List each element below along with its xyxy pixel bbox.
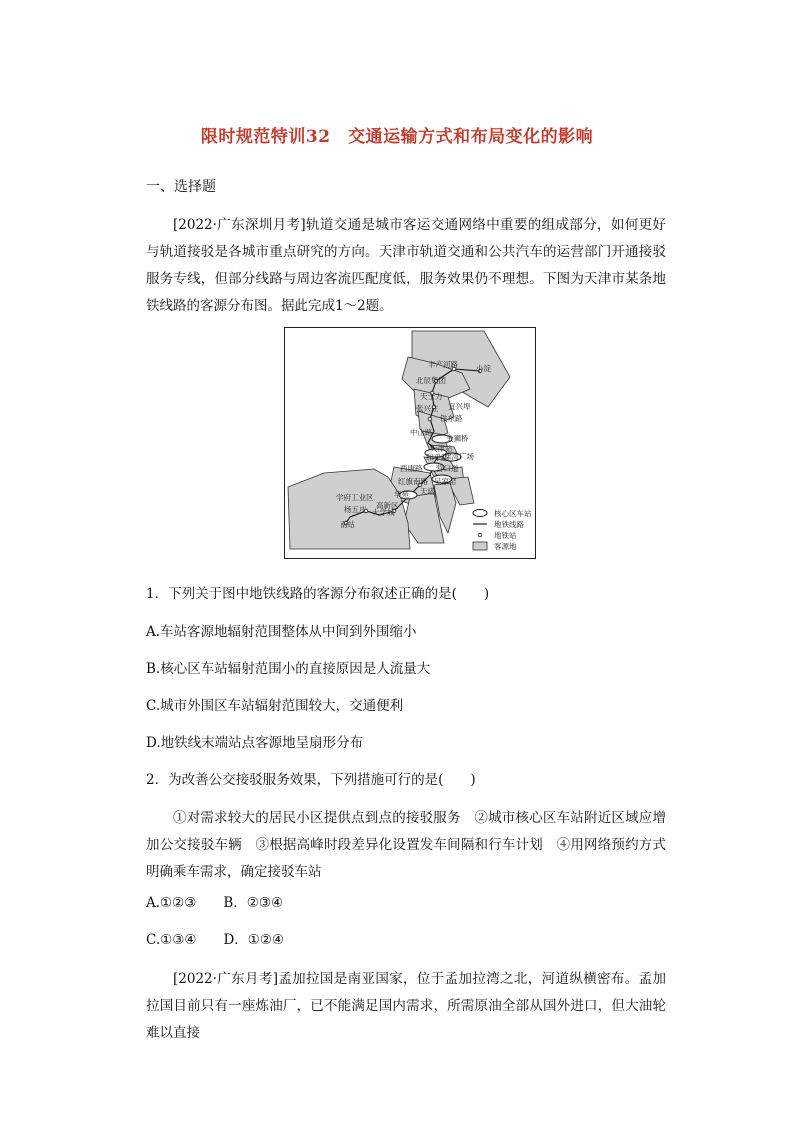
station-label: 红旗南路	[398, 477, 428, 486]
metro-catchment-map	[284, 327, 536, 559]
station-label: 铁东路	[440, 414, 463, 423]
passage-intro: [2022·广东深圳月考]轨道交通是城市客运交通网络中重要的组成部分，如何更好与轨道接驳是各城市重点研究的方向。天津市轨道交通和公共汽车的运营部门开通接驳服务专线，但部分线路与周边客流匹配度低，服务效果仍不理想。下图为天津市某条地铁线路的客源分布图。据此完成1～2题。	[146, 217, 666, 314]
station-label: 学府工业区	[336, 493, 374, 502]
legend-station-icon	[478, 533, 482, 537]
legend-core-station-icon	[473, 510, 487, 517]
station-label: 天士力	[420, 392, 443, 401]
station-label: 杨五庄	[344, 505, 367, 514]
station-label: 金狮桥	[446, 434, 469, 443]
station-label: 北辰集团	[416, 376, 446, 385]
question-2-statements: ①对需求较大的居民小区提供点到点的接驳服务 ②城市核心区车站附近区域应增加公交接驳车辆 ③根据高峰时段差异化设置发车间隔和行车计划 ④用网络预约方式明确乘车需求，确定接驳车站	[146, 810, 666, 880]
question-1-option-c: C.城市外围区车站辐射范围较大，交通便利	[146, 698, 404, 714]
legend-catchment: 客源地	[494, 542, 517, 551]
station-label: 天津站	[430, 444, 453, 453]
station-label: 华苑	[394, 490, 409, 499]
question-1-stem: 1．下列关于图中地铁线路的客源分布叙述正确的是( )	[146, 586, 490, 602]
page-title: 限时规范特训32 交通运输方式和布局变化的影响	[200, 127, 594, 147]
station-label: 西康路	[400, 464, 423, 473]
station-label: 津湾广场	[444, 452, 474, 461]
question-2-stem: 2．为改善公交接驳服务效果，下列措施可行的是( )	[146, 772, 476, 788]
station-label: 和平路	[426, 453, 449, 462]
question-2-options-row1: A.①②③ B．②③④	[146, 895, 284, 911]
question-2-options-row2: C.①③④ D．①②④	[146, 932, 285, 948]
legend-metro-line: 地铁线路	[494, 520, 524, 529]
station-label: 南站	[340, 520, 355, 529]
legend-catchment-icon	[473, 542, 487, 550]
passage-2: [2022·广东月考]孟加拉国是南亚国家，位于孟加拉湾之北，河道纵横密布。孟加拉国目前只有一座炼油厂，已不能满足国内需求，所需原油全部从国外进口，但大油轮难以直接	[146, 971, 666, 1041]
question-1-option-d: D.地铁线末端站点客源地呈扇形分布	[146, 735, 364, 751]
station-label: 吴家窑	[434, 477, 457, 486]
station-label: 营口道	[436, 464, 459, 473]
station-label: 天塔	[420, 487, 435, 496]
question-1-option-a: A.车站客源地辐射范围整体从中间到外围缩小	[146, 624, 417, 640]
station-label: 中山路	[410, 428, 433, 437]
question-1-option-b: B.核心区车站辐射范围小的直接原因是人流量大	[146, 661, 431, 677]
station-label: 大学城	[372, 508, 395, 517]
station-label: 丰产河路	[428, 360, 458, 369]
station-label: 宜兴埠	[448, 402, 471, 411]
legend-core-station: 核心区车站	[494, 509, 532, 518]
station-label: 小淀	[476, 364, 491, 373]
station-label: 高新区	[376, 501, 399, 510]
section-heading: 一、选择题	[146, 179, 216, 195]
station-label: 张兴庄	[416, 404, 439, 413]
legend-metro-station: 地铁站	[494, 531, 517, 540]
